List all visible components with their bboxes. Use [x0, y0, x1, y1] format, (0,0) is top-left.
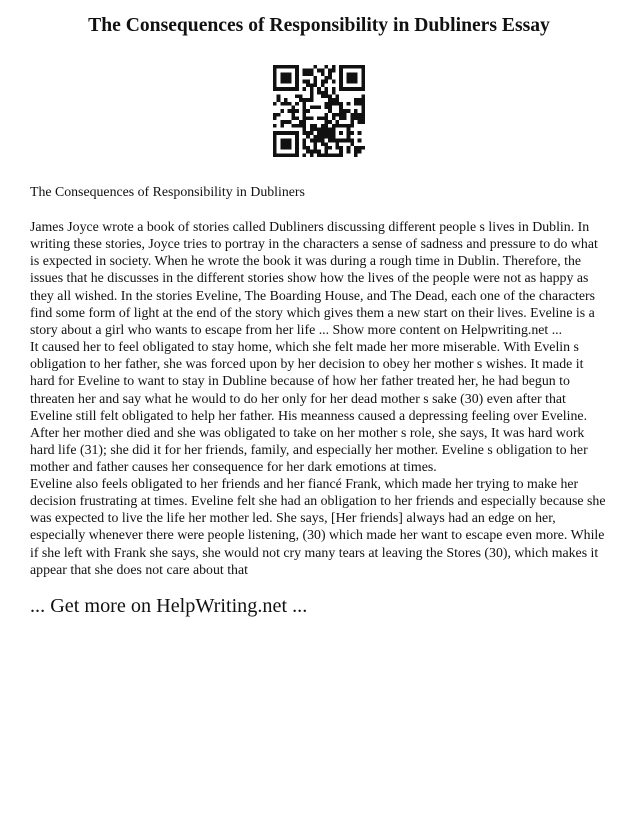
get-more-link[interactable]: ... Get more on HelpWriting.net ... [30, 595, 308, 617]
document-subtitle: The Consequences of Responsibility in Dubliners [30, 184, 305, 199]
document-title: The Consequences of Responsibility in Dubliners Essay [88, 15, 550, 36]
paragraph-group-1 [30, 218, 610, 475]
qr-code-icon [273, 65, 365, 157]
paragraph: It caused her to feel obligated to stay home, which she felt made her more miserable. With Evelin s obligation to her father, she was forced upon by her decision to obey her mother s wishes. It made it hard for Eveline to want to stay in Dubline because of how her father treated her, he had begun to threaten her and say what he would to do her only for her dead mother s sake (30) even after that Eveline still felt obligated to help her father. His meanness caused a depressing feeling over Eveline. After her mother died and she was obligated to take on her mother s role, she says, It was hard work hard life (31); she did it for her friends, family, and especially her mother. Eveline s obligation to her mother and father causes her consequence for her dark emotions at times. [30, 339, 588, 475]
paragraph: James Joyce wrote a book of stories called Dubliners discussing different people s lives in Dublin. In writing these stories, Joyce tries to portray in the characters a sense of sadness and pressure to do what is expected in society. When he wrote the book it was during a rough time in Dublin. Therefore, the issues that he discusses in the different stories show how the lives of the people were not as happy as they all wished. In the stories Eveline, The Boarding House, and The Dead, each one of the characters find some form of light at the end of the story which gives them a new start on their lives. Eveline is a story about a girl who wants to escape from her life ... Show more content on Helpwriting.net ... [30, 219, 598, 337]
paragraph: Eveline also feels obligated to her friends and her fiancé Frank, which made her trying to make her decision frustrating at times. Eveline felt she had an obligation to her friends and especially because she was expected to live the life her mother led. She says, [Her friends] always had an edge on her, especially whenever there were people listening, (30) which made her want to escape even more. While if she left with Frank she says, she would not cry many tears at leaving the Stores (30), which makes it appear that she does not care about that [30, 476, 606, 577]
